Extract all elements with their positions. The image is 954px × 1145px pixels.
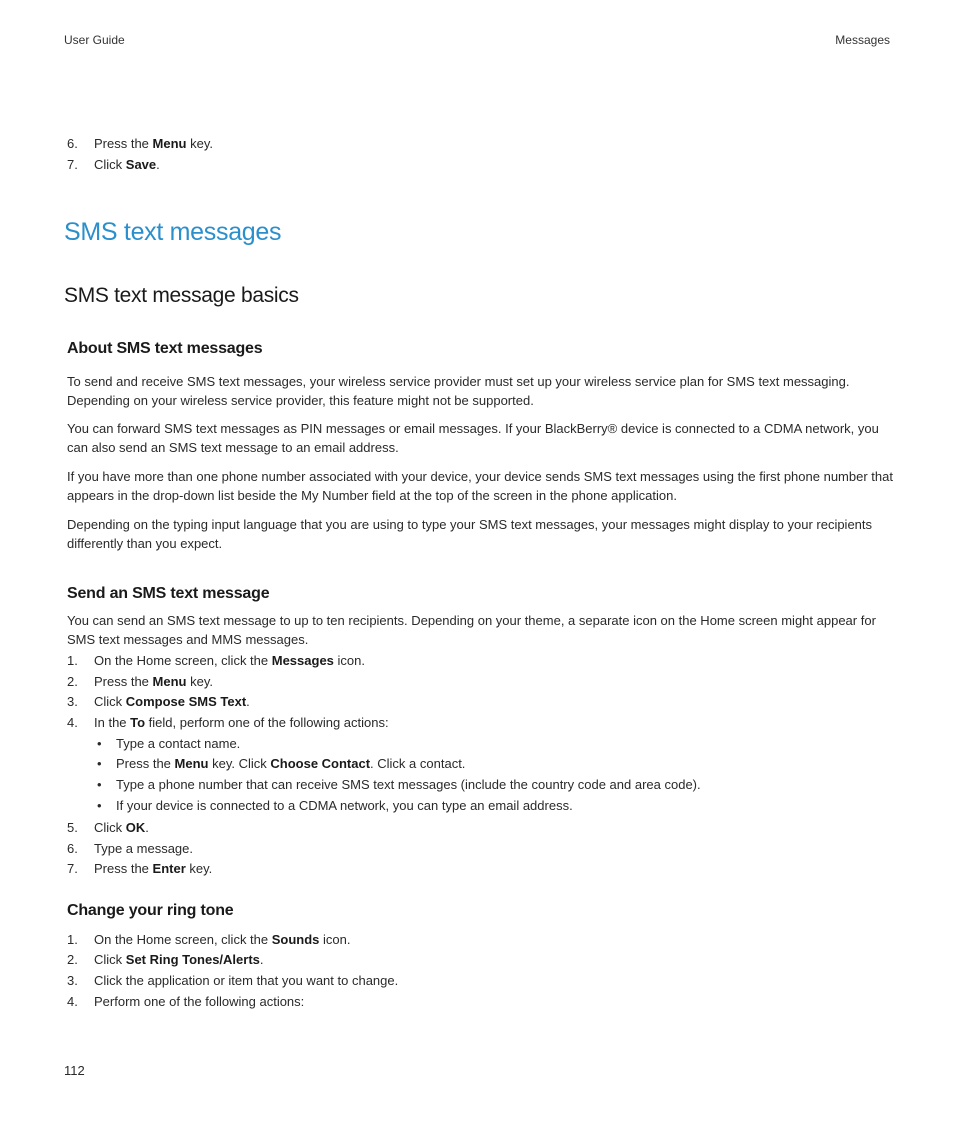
step-text: On the Home screen, click the Sounds icon. [94,932,351,947]
ringtone-heading: Change your ring tone [67,902,234,919]
step-number: 4. [67,994,78,1009]
step-text: Press the Menu key. [94,136,213,151]
paragraph: If you have more than one phone number associated with your device, your device sends SMS text messages using the first phone number that appears in the drop-down list beside the My Number field at the top of the screen in the phone application. [67,469,893,503]
paragraph: To send and receive SMS text messages, your wireless service provider must set up your wireless service plan for SMS text messaging. Depending on your wireless service provider, this feature might not be supported. [67,374,850,408]
subsection-title: SMS text message basics [64,284,299,307]
step-text: In the To field, perform one of the following actions: [94,715,389,730]
step-number: 7. [67,157,78,172]
step-text: Click Compose SMS Text. [94,694,250,709]
paragraph: You can forward SMS text messages as PIN messages or email messages. If your BlackBerry® device is connected to a CDMA network, you can also send an SMS text message to an email address. [67,421,879,455]
step-number: 3. [67,973,78,988]
step-text: Perform one of the following actions: [94,994,305,1009]
step-number: 4. [67,715,78,730]
step-text: Click Save. [94,157,160,172]
step-number: 2. [67,674,78,689]
step-number: 7. [67,861,78,876]
step-text: On the Home screen, click the Messages icon. [94,653,365,668]
running-header-right: Messages [835,33,890,47]
bullet-text: Type a phone number that can receive SMS text messages (include the country code and area code). [116,777,701,792]
paragraph: Depending on the typing input language that you are using to type your SMS text messages, your messages might display to your recipients differently than you expect. [67,517,873,551]
send-heading: Send an SMS text message [67,585,270,602]
page-number: 112 [64,1063,85,1078]
step-text: Type a message. [94,841,193,856]
section-title: SMS text messages [64,218,282,246]
bullet-text: Type a contact name. [116,736,241,751]
step-number: 5. [67,820,78,835]
bullet-icon: • [97,736,102,751]
bullet-text: If your device is connected to a CDMA network, you can type an email address. [116,798,573,813]
bullet-icon: • [97,756,102,771]
bullet-text: Press the Menu key. Click Choose Contact. Click a contact. [116,756,466,771]
step-number: 6. [67,136,78,151]
step-number: 1. [67,932,78,947]
step-text: Press the Menu key. [94,674,213,689]
step-text: Click OK. [94,820,149,835]
bullet-icon: • [97,798,102,813]
step-text: Click the application or item that you want to change. [94,973,399,988]
step-number: 3. [67,694,78,709]
step-text: Click Set Ring Tones/Alerts. [94,952,264,967]
running-header-left: User Guide [64,33,125,47]
about-heading: About SMS text messages [67,340,263,357]
paragraph: You can send an SMS text message to up to ten recipients. Depending on your theme, a separate icon on the Home screen might appear for SMS text messages and MMS messages. [67,613,876,647]
bullet-icon: • [97,777,102,792]
step-number: 6. [67,841,78,856]
step-number: 2. [67,952,78,967]
step-number: 1. [67,653,78,668]
step-text: Press the Enter key. [94,861,213,876]
